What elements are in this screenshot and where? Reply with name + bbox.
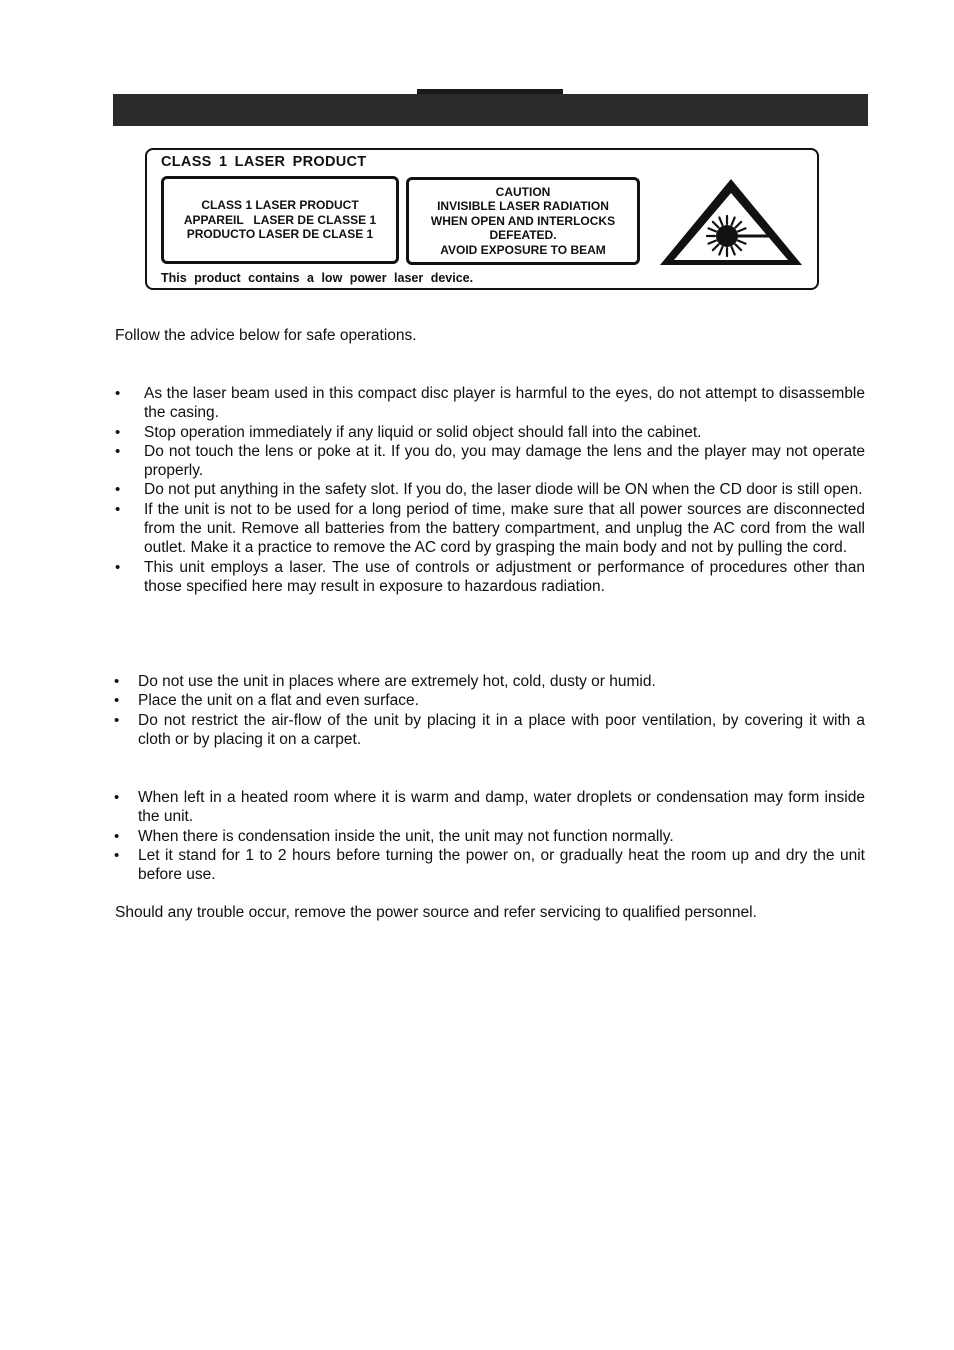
bullet-icon: • [115, 385, 121, 402]
bullet-icon: • [114, 846, 120, 864]
list-item: • Do not use the unit in places where are extremely hot, cold, dusty or humid. [114, 673, 656, 690]
list-item: • Stop operation immediately if any liquid or solid object should fall into the cabinet. [115, 423, 702, 441]
section-header-bar [113, 94, 868, 126]
list-item: • Do not put anything in the safety slot. If you do, the laser diode will be ON when the CD door is still open. [115, 481, 863, 499]
class-1-box [161, 176, 399, 264]
list-item: • This unit employs a laser. The use of controls or adjustment or performance of procedures other than those specified here may result in exposure to hazardous radiation. [115, 558, 865, 595]
list-item: • Place the unit on a flat and even surface. [114, 692, 419, 710]
laser-safety-list [115, 384, 865, 596]
caution-line: AVOID EXPOSURE TO BEAM [440, 242, 606, 257]
condensation-list [114, 788, 865, 884]
bullet-icon: • [115, 558, 121, 576]
placement-list [114, 672, 865, 749]
bullet-icon: • [115, 481, 121, 499]
caution-line: DEFEATED. [489, 228, 557, 243]
laser-warning-triangle-icon [657, 176, 805, 268]
bullet-icon: • [115, 423, 121, 441]
bullet-icon: • [114, 673, 120, 690]
list-item: • When left in a heated room where it is warm and damp, water droplets or condensation may form inside the unit. [114, 789, 865, 826]
closing-text: Should any trouble occur, remove the power source and refer servicing to qualified personnel. [115, 904, 757, 921]
bullet-icon: • [114, 789, 120, 806]
label-footer: This product contains a low power laser device. [161, 271, 474, 285]
bullet-icon: • [114, 711, 120, 729]
list-item: • Do not touch the lens or poke at it. If you do, you may damage the lens and the player may not operate properly. [115, 442, 865, 480]
list-item: • As the laser beam used in this compact disc player is harmful to the eyes, do not attempt to disassemble the casing. [115, 385, 865, 422]
intro-text: Follow the advice below for safe operations. [115, 327, 417, 344]
list-item: • When there is condensation inside the unit, the unit may not function normally. [114, 827, 674, 845]
class-line: PRODUCTO LASER DE CLASE 1 [186, 227, 374, 242]
list-item: • Let it stand for 1 to 2 hours before turning the power on, or gradually heat the room up and dry the unit before use. [114, 846, 865, 884]
bullet-icon: • [114, 692, 120, 710]
caution-line: CAUTION [495, 184, 551, 199]
list-item: • Do not restrict the air-flow of the unit by placing it in a place with poor ventilation, by covering it with a cloth or by placing it on a carpet. [114, 711, 865, 748]
label-title: CLASS 1 LASER PRODUCT [161, 154, 367, 170]
laser-warning-label [145, 148, 819, 290]
bullet-icon: • [115, 442, 121, 460]
bullet-icon: • [115, 500, 121, 518]
class-line: APPAREIL LASER DE CLASSE 1 [183, 212, 377, 227]
class-line: CLASS 1 LASER PRODUCT [201, 198, 359, 213]
caution-line: WHEN OPEN AND INTERLOCKS [430, 213, 616, 228]
bullet-icon: • [114, 827, 120, 845]
caution-line: INVISIBLE LASER RADIATION [437, 199, 609, 214]
caution-box [406, 177, 640, 265]
list-item: • If the unit is not to be used for a long period of time, make sure that all power sources are disconnected from the unit. Remove all batteries from the battery compartment, and unplug the AC cord from the wall outlet. Make it a practice to remove the AC cord by grasping the main body and not by pulling the cord. [115, 500, 865, 557]
